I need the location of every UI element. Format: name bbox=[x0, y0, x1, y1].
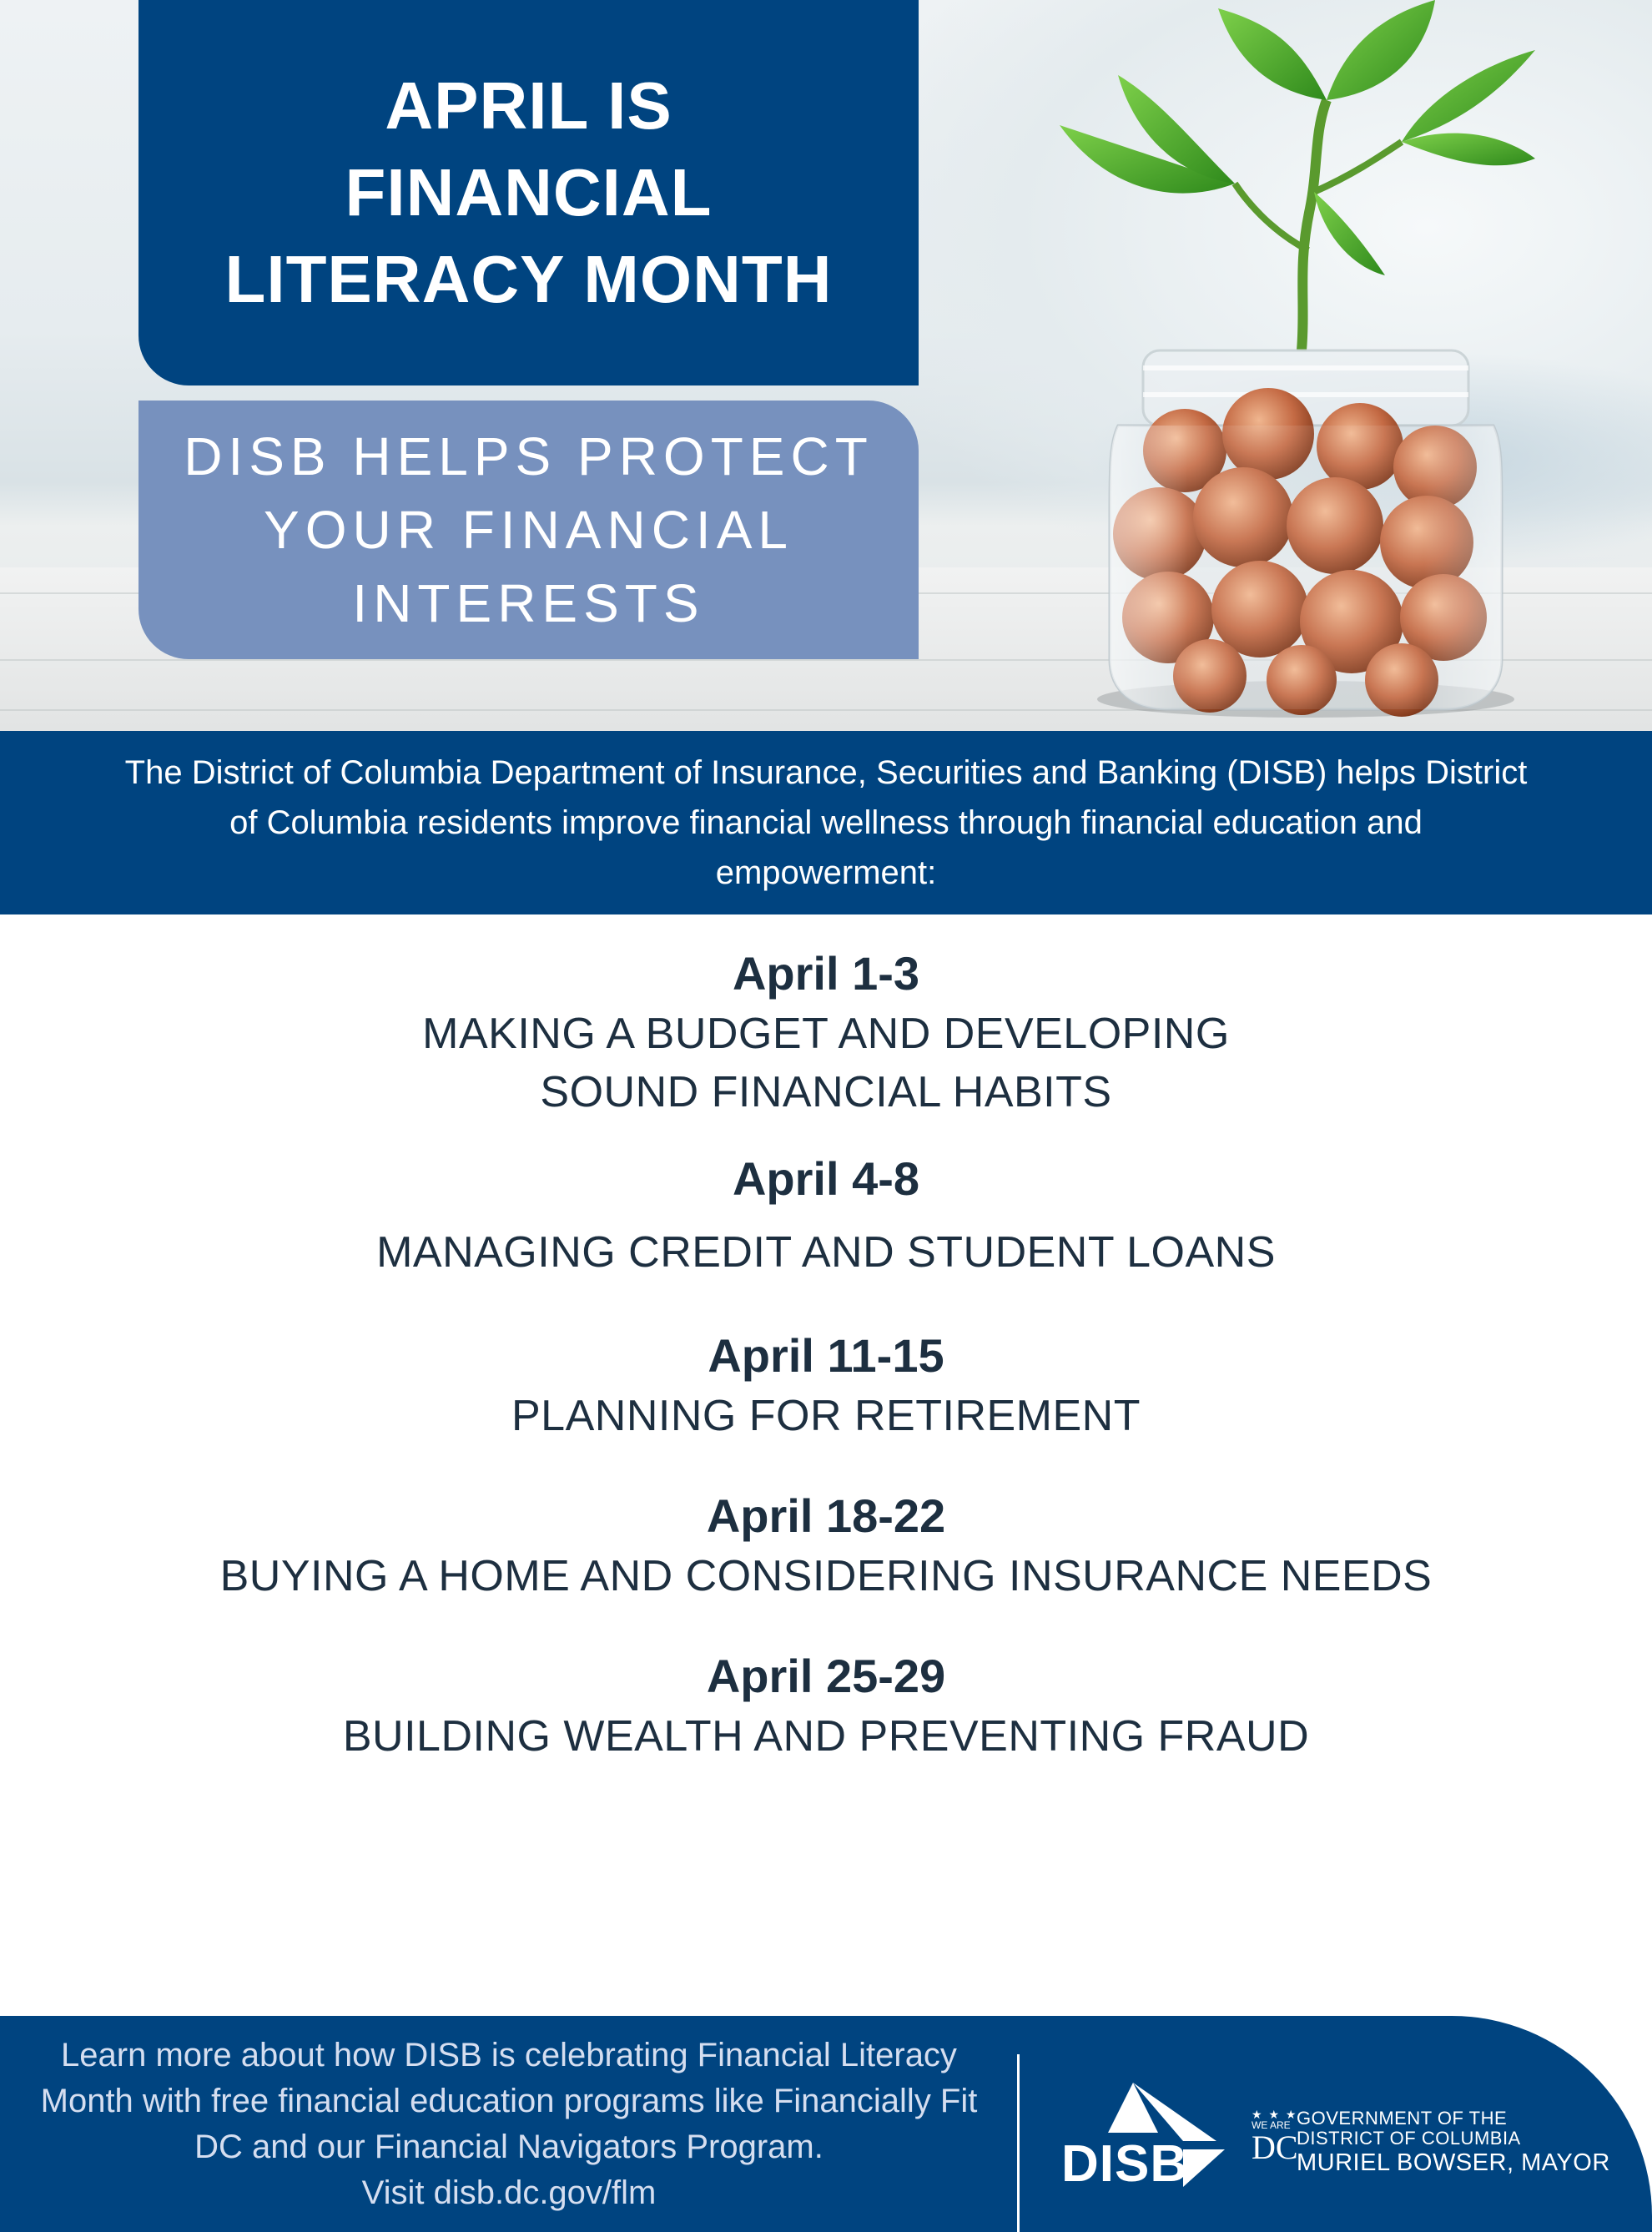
event-topic: MAKING A BUDGET AND DEVELOPING SOUND FINANCIAL HABITS bbox=[422, 1010, 1230, 1116]
schedule-list bbox=[0, 943, 1652, 1766]
event-date: April 1-3 bbox=[732, 947, 920, 1000]
event-date: April 11-15 bbox=[708, 1329, 944, 1382]
hero-section bbox=[0, 0, 1652, 731]
intro-band bbox=[0, 731, 1652, 914]
subtitle-banner bbox=[139, 401, 919, 659]
page-title: APRIL IS FINANCIAL LITERACY MONTH bbox=[224, 68, 833, 316]
event-date: April 18-22 bbox=[706, 1489, 946, 1542]
intro-text: The District of Columbia Department of Insurance, Securities and Banking (DISB) helps District of Columbia residents improve financial wellness through financial education and empowerment: bbox=[124, 754, 1528, 891]
event-date: April 25-29 bbox=[706, 1650, 946, 1702]
schedule-item bbox=[0, 1645, 1652, 1766]
schedule-item bbox=[0, 943, 1652, 1121]
title-banner bbox=[139, 0, 919, 385]
dc-stars-icon: ★ ★ ★ bbox=[1252, 2108, 1298, 2121]
footer-divider bbox=[1017, 2054, 1020, 2232]
footer-text bbox=[25, 2033, 993, 2216]
gov-line-3: MURIEL BOWSER, MAYOR bbox=[1297, 2149, 1610, 2176]
footer-message: Learn more about how DISB is celebrating Financial Literacy Month with free financial education programs like Financially Fit DC and our Financial Navigators Program. bbox=[40, 2037, 978, 2165]
gov-line-2: DISTRICT OF COLUMBIA bbox=[1297, 2128, 1521, 2149]
plant-jar-image bbox=[1026, 0, 1544, 731]
schedule-item bbox=[0, 1485, 1652, 1605]
footer bbox=[0, 2016, 1652, 2232]
disb-logo-text: DISB bbox=[1061, 2135, 1189, 2193]
event-topic: MANAGING CREDIT AND STUDENT LOANS bbox=[376, 1228, 1276, 1277]
schedule-item bbox=[0, 1148, 1652, 1282]
event-date: April 4-8 bbox=[732, 1152, 920, 1205]
schedule-item bbox=[0, 1325, 1652, 1445]
disb-logo bbox=[1058, 2083, 1250, 2191]
dc-logo-mark: DC bbox=[1252, 2129, 1298, 2166]
footer-visit-link[interactable]: Visit disb.dc.gov/flm bbox=[361, 2174, 657, 2211]
event-topic: PLANNING FOR RETIREMENT bbox=[511, 1392, 1141, 1440]
gov-line-1: GOVERNMENT OF THE bbox=[1297, 2108, 1508, 2129]
event-topic: BUYING A HOME AND CONSIDERING INSURANCE NEEDS bbox=[219, 1552, 1433, 1600]
page-subtitle: DISB HELPS PROTECT YOUR FINANCIAL INTERESTS bbox=[184, 426, 874, 633]
we-are-label: WE ARE bbox=[1252, 2119, 1291, 2131]
event-topic: BUILDING WEALTH AND PREVENTING FRAUD bbox=[342, 1712, 1310, 1761]
